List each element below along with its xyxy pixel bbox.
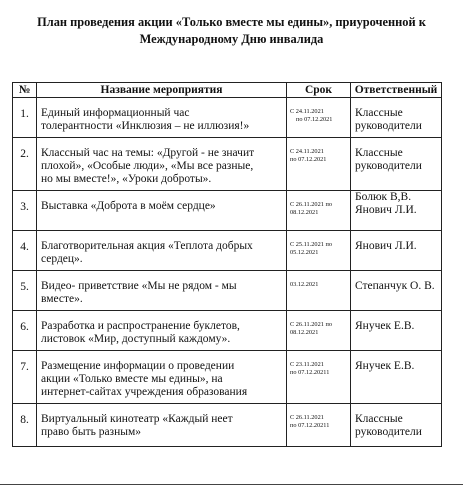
event-date-line: по 07.12.2021 (290, 156, 327, 163)
event-date (287, 231, 351, 271)
event-date (287, 351, 351, 404)
event-responsible-line: Степанчук О. В. (355, 280, 435, 292)
event-date-line: 05.12.2021 (290, 249, 319, 256)
event-responsible (351, 138, 442, 191)
event-date-line: по 07.12.20211 (290, 422, 330, 429)
table-row (13, 271, 442, 311)
page-bottom-rule (0, 484, 463, 485)
table-row (13, 231, 442, 271)
table-row (13, 351, 442, 404)
event-responsible-line: Классные (355, 147, 403, 159)
event-date-line: С 24.11.2021 (290, 148, 324, 155)
event-name (37, 271, 287, 311)
table-row (13, 191, 442, 231)
event-responsible (351, 351, 442, 404)
event-name (37, 191, 287, 231)
row-number: 7. (13, 351, 37, 404)
event-date-line: 08.12.2021 (290, 329, 319, 336)
event-date-line: по 07.12.2021 (296, 116, 333, 123)
row-number: 3. (13, 191, 37, 231)
event-name-line: Благотворительная акция «Теплота добрых (41, 240, 253, 252)
event-plan-table (12, 82, 442, 447)
event-date-line: по 07.12.20211 (290, 369, 330, 376)
event-name (37, 404, 287, 447)
table-row (13, 98, 442, 138)
event-date (287, 98, 351, 138)
event-name-line: толерантности «Инклюзия – не иллюзия!» (41, 120, 250, 132)
event-name-line: вместе». (41, 293, 83, 305)
event-responsible-line: Янович Л.И. (355, 240, 417, 252)
document-title-line: План проведения акции «Только вместе мы едины», приуроченной к (37, 15, 426, 29)
event-name-line: Виртуальный кинотеатр «Каждый неет (41, 413, 233, 425)
event-name-line: Разработка и распространение буклетов, (41, 320, 240, 332)
event-name-line: Видео- приветствие «Мы не рядом - мы (41, 280, 237, 292)
document-title-line: Международному Дню инвалида (139, 32, 324, 46)
event-responsible-line: Классные (355, 107, 403, 119)
event-responsible-line: Янучек Е.В. (355, 320, 415, 332)
event-name-line: Выставка «Доброта в моём сердце» (41, 200, 216, 212)
event-name-line: право быть разным» (41, 426, 142, 438)
event-date-line: С 26.11.2021 (290, 414, 324, 421)
event-name-line: но мы вместе!», «Уроки доброты». (41, 173, 212, 185)
event-name-line: акции «Только вместе мы едины», на (41, 373, 223, 385)
event-responsible (351, 404, 442, 447)
document-title (0, 14, 463, 48)
event-date-line: С 24.11.2021 (290, 108, 324, 115)
event-date (287, 191, 351, 231)
event-responsible (351, 98, 442, 138)
table-header-row (13, 83, 442, 98)
row-number: 5. (13, 271, 37, 311)
row-number: 8. (13, 404, 37, 447)
header-date: Срок (287, 83, 351, 98)
event-responsible-line: руководители (355, 426, 422, 438)
event-name (37, 231, 287, 271)
header-responsible: Ответственный (351, 83, 442, 98)
event-name-line: сердец». (41, 253, 83, 265)
event-date (287, 271, 351, 311)
event-responsible (351, 271, 442, 311)
event-name (37, 98, 287, 138)
event-name-line: интернет-сайтах учреждения образования (41, 386, 248, 398)
event-responsible-line: Янович Л.И. (355, 204, 417, 216)
event-date-line: С 26.11.2021 по (290, 201, 332, 208)
event-date-line: 03.12.2021 (290, 281, 319, 288)
event-name (37, 351, 287, 404)
event-date (287, 138, 351, 191)
event-responsible (351, 311, 442, 351)
event-name-line: Единый информационный час (41, 107, 190, 119)
event-name-line: Классный час на темы: «Другой - не значит (41, 147, 255, 159)
event-responsible-line: руководители (355, 160, 422, 172)
event-responsible (351, 191, 442, 231)
event-date-line: С 23.11.2021 (290, 361, 324, 368)
header-number: № (13, 83, 37, 98)
event-responsible (351, 231, 442, 271)
event-date (287, 311, 351, 351)
table-row (13, 311, 442, 351)
event-name (37, 138, 287, 191)
event-responsible-line: Болюк В,В. (355, 191, 412, 203)
event-name-line: плохой», «Особые люди», «Мы все разные, (41, 160, 254, 172)
header-event-name: Название мероприятия (37, 83, 287, 98)
event-name-line: Размещение информации о проведении (41, 360, 235, 372)
event-responsible-line: руководители (355, 120, 422, 132)
event-date (287, 404, 351, 447)
event-name-line: листовок «Мир, доступный каждому». (41, 333, 231, 345)
row-number: 1. (13, 98, 37, 138)
event-date-line: С 26.11.2021 по (290, 321, 332, 328)
table-row (13, 138, 442, 191)
event-date-line: 08.12.2021 (290, 209, 319, 216)
event-responsible-line: Классные (355, 413, 403, 425)
row-number: 2. (13, 138, 37, 191)
event-name (37, 311, 287, 351)
row-number: 4. (13, 231, 37, 271)
row-number: 6. (13, 311, 37, 351)
table-row (13, 404, 442, 447)
event-date-line: С 25.11.2021 по (290, 241, 332, 248)
event-responsible-line: Янучек Е.В. (355, 360, 415, 372)
